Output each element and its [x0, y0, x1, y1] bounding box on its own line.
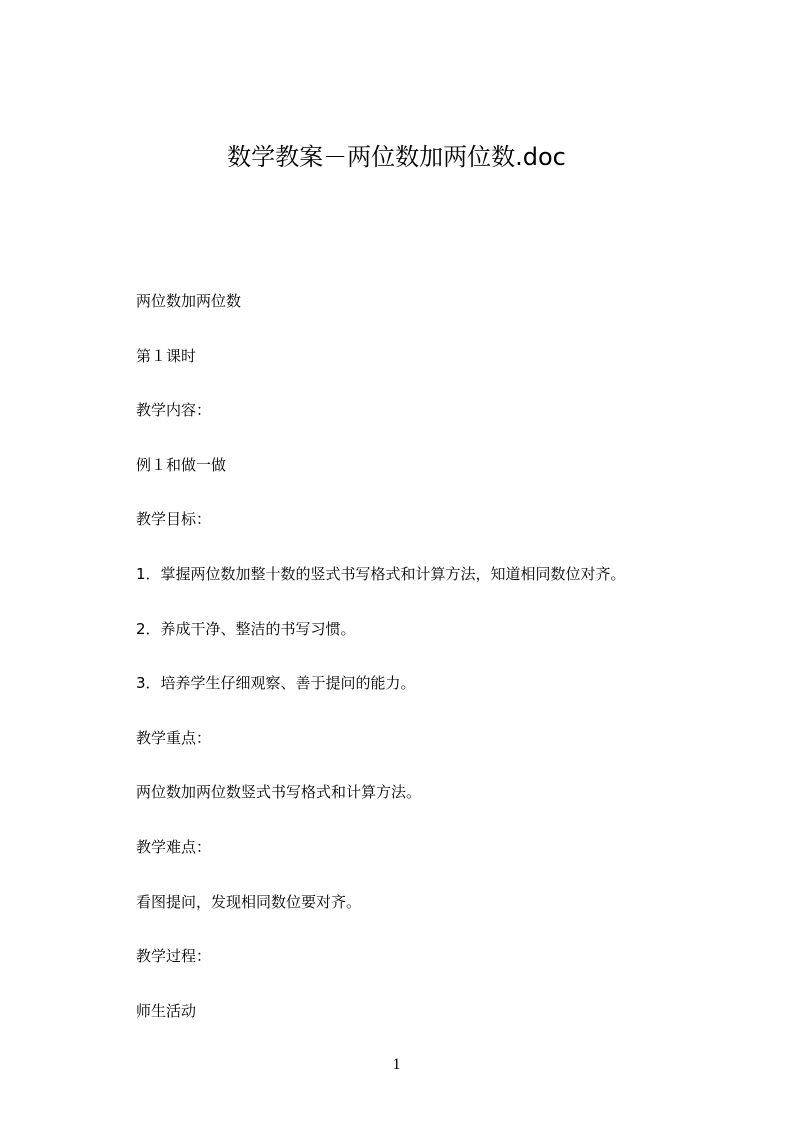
difficulties-text: 看图提问，发现相同数位要对齐。	[136, 892, 362, 911]
page-number: 1	[392, 1056, 401, 1073]
teaching-goal-item: 3．培养学生仔细观察、善于提问的能力。	[136, 674, 416, 693]
teaching-content-text: 例１和做一做	[136, 455, 227, 474]
section-heading: 两位数加两位数	[136, 292, 242, 310]
teaching-goals-label: 教学目标：	[136, 510, 212, 529]
difficulties-label: 教学难点：	[136, 837, 212, 856]
lesson-period: 第１课时	[136, 346, 197, 365]
document-title: 数学教案－两位数加两位数.doc	[227, 143, 566, 171]
teaching-content-label: 教学内容：	[136, 401, 212, 420]
document-body	[136, 288, 736, 1052]
teaching-process-label: 教学过程：	[136, 947, 212, 966]
teaching-goal-item: 2．养成干净、整洁的书写习惯。	[136, 619, 356, 638]
key-points-label: 教学重点：	[136, 728, 212, 747]
activity-heading: 师生活动	[136, 1001, 197, 1020]
key-points-text: 两位数加两位数竖式书写格式和计算方法。	[136, 783, 422, 802]
teaching-goal-item: 1．掌握两位数加整十数的竖式书写格式和计算方法，知道相同数位对齐。	[136, 564, 626, 583]
